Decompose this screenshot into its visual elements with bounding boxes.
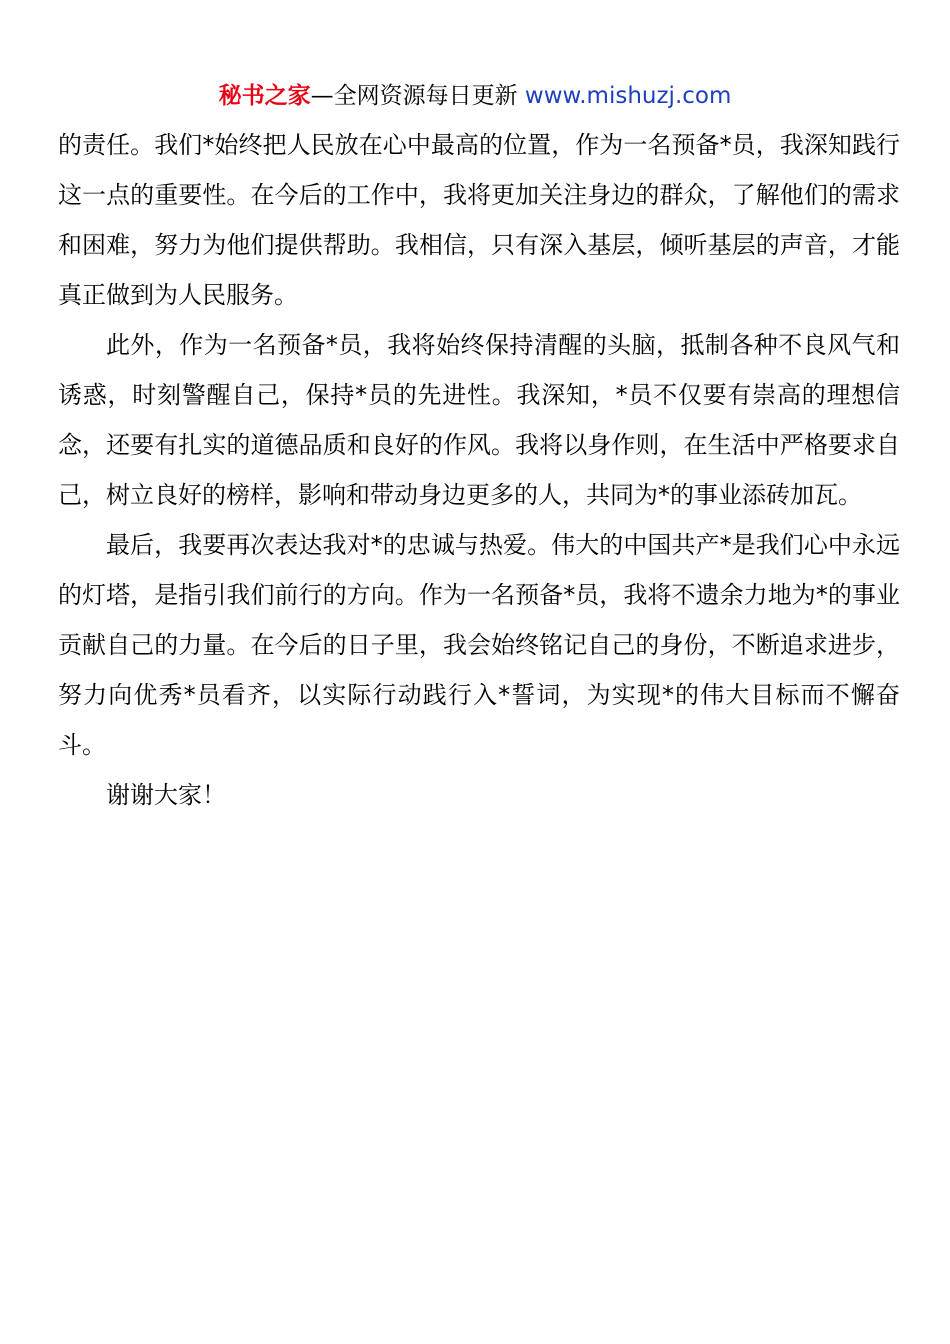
page-header	[0, 80, 950, 112]
paragraph-closing: 谢谢大家！	[106, 781, 226, 809]
site-tagline: —全网资源每日更新	[310, 83, 518, 109]
site-url-link[interactable]: www.mishuzj.com	[524, 83, 732, 109]
paragraph-3: 最后，我要再次表达我对*的忠诚与热爱。伟大的中国共产*是我们心中永远的灯塔，是指引我们前行的方向。作为一名预备*员，我将不遗余力地为*的事业贡献自己的力量。在今后的日子里，我会始终铭记自己的身份，不断追求进步，努力向优秀*员看齐，以实际行动践行入*誓词，为实现*的伟大目标而不懈奋斗。	[58, 531, 900, 759]
site-brand: 秘书之家	[218, 83, 311, 109]
document-body	[58, 120, 900, 820]
paragraph-2: 此外，作为一名预备*员，我将始终保持清醒的头脑，抵制各种不良风气和诱惑，时刻警醒自己，保持*员的先进性。我深知，*员不仅要有崇高的理想信念，还要有扎实的道德品质和良好的作风。我将以身作则，在生活中严格要求自己，树立良好的榜样，影响和带动身边更多的人，共同为*的事业添砖加瓦。	[58, 331, 900, 509]
paragraph-1: 的责任。我们*始终把人民放在心中最高的位置，作为一名预备*员，我深知践行这一点的重要性。在今后的工作中，我将更加关注身边的群众，了解他们的需求和困难，努力为他们提供帮助。我相信，只有深入基层，倾听基层的声音，才能真正做到为人民服务。	[58, 131, 900, 309]
